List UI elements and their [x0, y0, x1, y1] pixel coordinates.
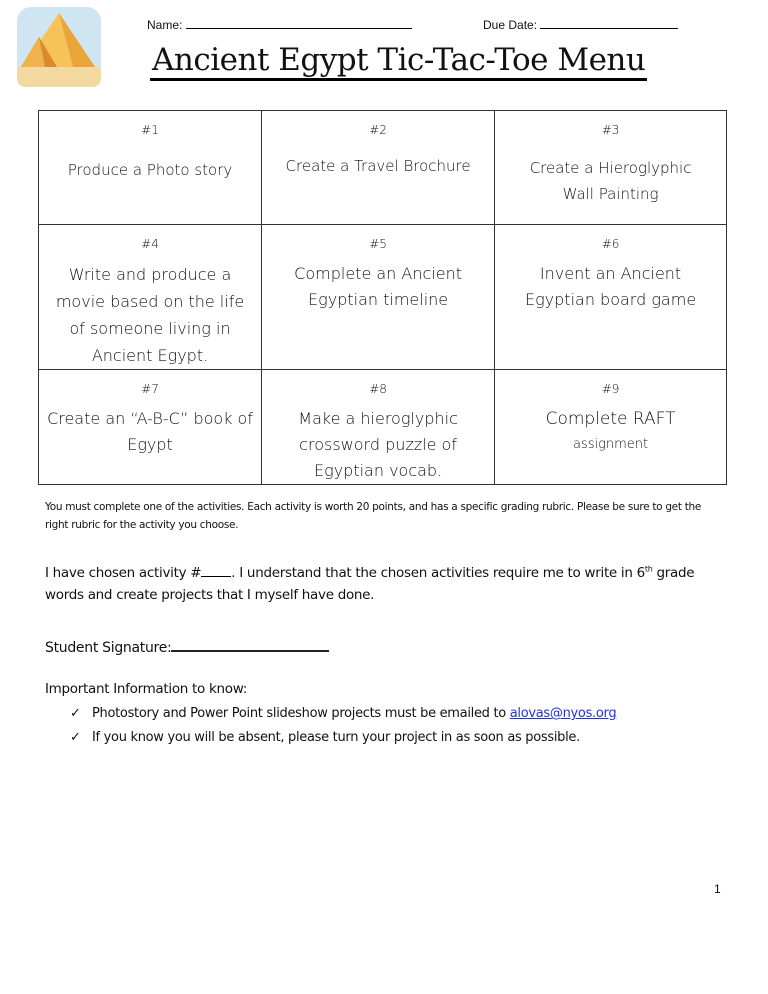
- grid-cell: [495, 370, 727, 485]
- checkmark-icon: ✓: [70, 730, 81, 745]
- cell-text: Complete an Ancient Egyptian timeline: [294, 264, 462, 309]
- cell-number: #2: [369, 123, 387, 137]
- grid-cell: [39, 370, 262, 485]
- cell-text: Create a Travel Brochure: [285, 157, 471, 175]
- info-text: If you know you will be absent, please turn your project in as soon as possible.: [92, 730, 580, 745]
- choice-text: I have chosen activity #: [45, 565, 202, 581]
- due-date-field: [483, 17, 678, 32]
- email-link[interactable]: alovas@nyos.org: [509, 706, 617, 721]
- name-label: Name:: [147, 18, 183, 32]
- pyramids-clipart-icon: [13, 3, 105, 91]
- cell-text: Complete RAFT: [545, 409, 676, 429]
- cell-number: #7: [141, 382, 159, 396]
- grid-cell: [39, 225, 262, 370]
- cell-text: Produce a Photo story: [67, 161, 233, 179]
- grid-cell: [495, 111, 727, 225]
- page-number: 1: [714, 882, 721, 896]
- grid-cell: [39, 111, 262, 225]
- cell-subtext: assignment: [572, 437, 649, 452]
- signature-field: [45, 636, 329, 656]
- activity-choice-line: [45, 563, 694, 581]
- cell-text: Make a hieroglyphic crossword puzzle of Egyptian vocab.: [298, 409, 458, 480]
- cell-text: Invent an Ancient Egyptian board game: [524, 264, 697, 309]
- checkmark-icon: ✓: [70, 706, 81, 721]
- cell-number: #5: [369, 237, 387, 251]
- activity-number-blank[interactable]: [201, 563, 231, 577]
- list-item: [70, 702, 616, 726]
- grid-cell: [495, 225, 727, 370]
- grid-cell: [262, 370, 495, 485]
- cell-number: #8: [369, 382, 387, 396]
- info-text: Photostory and Power Point slideshow projects must be emailed to: [92, 706, 510, 721]
- grid-cell: [262, 225, 495, 370]
- grid-cell: [262, 111, 495, 225]
- cell-number: #4: [141, 237, 159, 251]
- choice-line-2: words and create projects that I myself have done.: [45, 587, 375, 603]
- cell-number: #9: [601, 382, 620, 396]
- instructions-text: You must complete one of the activities. Each activity is worth 20 points, and has a specific grading rubric. Please be sure to get the right rubric for the activity you choose.: [45, 501, 702, 531]
- signature-label: Student Signature:: [45, 640, 172, 656]
- ordinal-suffix: th: [644, 564, 653, 574]
- cell-number: #3: [601, 123, 620, 137]
- name-field: [147, 17, 412, 32]
- signature-blank[interactable]: [171, 636, 329, 652]
- choice-text: . I understand that the chosen activities require me to write in 6: [231, 565, 645, 581]
- list-item: [70, 726, 616, 750]
- due-date-label: Due Date:: [483, 18, 538, 32]
- name-blank[interactable]: [186, 17, 412, 29]
- cell-number: #6: [601, 237, 620, 251]
- tic-tac-toe-grid: [38, 110, 727, 485]
- due-date-blank[interactable]: [540, 17, 678, 29]
- cell-number: #1: [141, 123, 159, 137]
- page-title: Ancient Egypt Tic-Tac-Toe Menu: [150, 42, 647, 81]
- cell-text: Create a Hieroglyphic Wall Painting: [529, 159, 692, 203]
- cell-text: Create an “A-B-C” book of Egypt: [47, 409, 253, 454]
- info-heading: Important Information to know:: [45, 681, 247, 697]
- choice-text: grade: [652, 565, 695, 581]
- cell-text: Write and produce a movie based on the life of someone living in Ancient Egypt.: [55, 265, 245, 365]
- info-list: [70, 702, 616, 750]
